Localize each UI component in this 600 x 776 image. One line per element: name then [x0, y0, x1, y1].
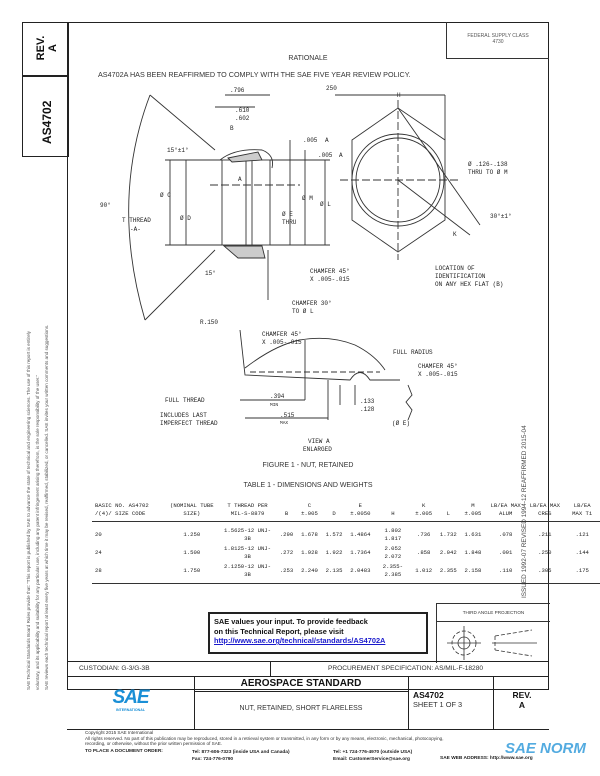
feedback-link[interactable]: http://www.sae.org/technical/standards/AS4702A	[214, 636, 386, 645]
dim-602: .602	[235, 115, 250, 122]
table-cell: 1.750	[165, 562, 218, 584]
dim-max: MAX	[280, 421, 289, 426]
intl-contacts	[333, 749, 412, 763]
table-cell: 2.355	[437, 562, 460, 584]
chamfer-4: CHAMFER 45°	[418, 363, 458, 370]
tolerance-2: .005	[318, 152, 333, 159]
column-header: L	[437, 502, 460, 522]
thread-ref: -A-	[130, 226, 141, 233]
dim-515: .515	[280, 412, 295, 419]
rights-text: recording, or otherwise, without the prior written permission of SAE.	[85, 741, 223, 747]
disclaimer-line: voluntary, and its applicability and suitability for any particular use, including any patent infringement arising therefrom, is the sole responsibility of the user."	[35, 374, 40, 690]
column-header: LB/EA MAX ALUM	[486, 502, 525, 522]
table-cell: .078	[498, 531, 513, 538]
table-cell: 1.5625-12 UNJ-3B	[224, 527, 272, 542]
hole-depth: THRU TO Ø M	[468, 169, 508, 176]
column-header: D	[323, 502, 346, 522]
location-label: IDENTIFICATION	[435, 273, 486, 280]
procurement-spec: PROCUREMENT SPECIFICATION: AS/MIL-F-18280	[327, 665, 484, 672]
table-cell: .250	[538, 549, 552, 556]
order-contacts	[192, 749, 290, 763]
column-header: H	[375, 502, 410, 522]
dim-e-thru: THRU	[282, 219, 297, 226]
angle-15: 15°±1°	[167, 147, 189, 154]
table-cell: .144	[575, 549, 589, 556]
dim-e: Ø E	[282, 211, 293, 218]
angle-15b: 15°	[205, 270, 216, 277]
view-a-enlarged: ENLARGED	[303, 446, 332, 453]
table-cell: 1.732	[439, 531, 457, 538]
table-cell: 1.7364	[350, 549, 371, 556]
table-cell: 2.158	[460, 562, 486, 584]
doc-number-cell	[408, 677, 494, 729]
dim-min: MIN	[270, 403, 279, 408]
table-cell: .211	[538, 531, 552, 538]
angle-90: 90°	[100, 202, 111, 209]
chamfer-4-size: X .005-.015	[418, 371, 458, 378]
chamfer-3: CHAMFER 45°	[262, 331, 302, 338]
table-cell: .253	[277, 562, 296, 584]
sheet-number: SHEET 1 OF 3	[413, 700, 463, 709]
table-cell: 24	[95, 549, 102, 556]
radius-label: R.150	[200, 319, 219, 326]
dim-796: .796	[230, 87, 245, 94]
chamfer-2-size: TO Ø L	[292, 308, 314, 315]
table-cell: 1.848	[464, 549, 482, 556]
tolerance-2-ref: A	[339, 152, 343, 159]
table-cell: .736	[416, 531, 431, 538]
table-cell: .305	[525, 562, 564, 584]
side-rev-value: A	[47, 44, 59, 52]
tolerance-1: .005	[303, 137, 318, 144]
table-cell: 1.928	[301, 549, 318, 556]
fsc-label: FEDERAL SUPPLY CLASS	[467, 33, 529, 39]
angle-arc	[129, 95, 150, 320]
angle-30: 30°±1°	[490, 213, 512, 220]
feedback-text: SAE values your input. To provide feedback	[214, 617, 368, 626]
table-cell: 2.042	[439, 549, 457, 556]
side-rev-label: REV.	[35, 35, 47, 61]
logo-text: SAE	[112, 687, 149, 708]
chamfer-3-size: X .005-.015	[262, 339, 302, 346]
includes-label: IMPERFECT THREAD	[160, 420, 218, 427]
fax: Fax: 724-776-0790	[192, 757, 234, 762]
column-header: LB/EA MAX CRES	[525, 502, 564, 522]
column-header: T THREAD PER MIL-S-8879	[218, 502, 277, 522]
table-cell: 1.631	[464, 531, 482, 538]
table-cell: 1.922	[325, 549, 343, 556]
column-header: B	[277, 502, 296, 522]
dim-610: .610	[235, 107, 250, 114]
view-a-label: VIEW A	[308, 438, 330, 445]
table-cell: 1.012	[410, 562, 436, 584]
dim-m: Ø M	[302, 195, 313, 202]
dim-l: Ø L	[320, 201, 331, 208]
dim-a: A	[238, 176, 242, 183]
full-thread: FULL THREAD	[165, 397, 205, 404]
projection-box	[436, 603, 550, 663]
location-label: LOCATION OF	[435, 265, 475, 272]
doc-number: AS4702	[413, 690, 444, 700]
sae-logo	[67, 677, 195, 729]
rights-text: All rights reserved. No part of this publication may be reproduced, stored in a retrieval system or transmitted, in any form or by any means, electronic, mechanical, photocopying,	[85, 735, 444, 741]
document-title: NUT, RETAINED, SHORT FLARELESS	[194, 692, 409, 729]
column-header: C ±.005	[296, 502, 322, 522]
table-cell: 2.135	[323, 562, 346, 584]
table-cell: 1.250	[183, 531, 201, 538]
projection-symbol	[437, 622, 547, 662]
watermark-logo: SAE NORM	[505, 740, 586, 757]
table-cell: 2.355-2.385	[375, 562, 410, 584]
table-cell: 2.052 2.072	[384, 545, 402, 560]
rationale-title: RATIONALE	[288, 55, 328, 62]
table-cell: .290	[279, 531, 294, 538]
dim-133: .133	[360, 398, 375, 405]
table-cell: .091	[498, 549, 513, 556]
dim-c: Ø C	[160, 192, 171, 199]
disclaimer-line: SAE reviews each technical report at least every five years at which time it may be revised, reaffirmed, stabilized, or cancelled. SAE invites your written comments and suggestions.	[44, 324, 49, 690]
chamfer-1: CHAMFER 45°	[310, 268, 350, 275]
side-doc-number: AS4702	[40, 100, 54, 144]
tolerance-1-ref: A	[325, 137, 329, 144]
order-label: TO PLACE A DOCUMENT ORDER:	[85, 749, 163, 754]
table-cell: .175	[564, 562, 600, 584]
dim-h: H	[397, 92, 401, 99]
column-header: K ±.005	[410, 502, 436, 522]
dim-d: Ø D	[180, 215, 191, 222]
fsc-number: 4730	[492, 39, 504, 45]
table-cell: 20	[95, 531, 102, 538]
table-caption: TABLE 1 - DIMENSIONS AND WEIGHTS	[243, 482, 373, 489]
table-cell: 1.4864	[350, 531, 371, 538]
table-cell: 1.8125-12 UNJ-3B	[224, 545, 272, 560]
tel-us: Tel: 877-606-7323 (inside USA and Canada)	[192, 750, 290, 755]
rationale-text: AS4702A HAS BEEN REAFFIRMED TO COMPLY WITH THE SAE FIVE YEAR REVIEW POLICY.	[98, 70, 411, 79]
table-cell: .121	[575, 531, 589, 538]
rev-value: A	[518, 700, 526, 710]
copyright: Copyright 2015 SAE International	[85, 730, 154, 735]
rev-label: REV.	[512, 690, 532, 700]
web-address[interactable]: SAE WEB ADDRESS: http://www.sae.org	[440, 756, 533, 761]
thread-label: T THREAD	[122, 217, 151, 224]
column-header: LB/EA MAX Ti	[564, 502, 600, 522]
column-header: E ±.0050	[345, 502, 375, 522]
issue-dates: ISSUED 1992-07 REVISED 1994-12 REAFFIRMED 2015-04	[521, 425, 528, 598]
column-header: BASIC NO. AS4702 /(4)/ SIZE CODE	[92, 502, 165, 522]
feedback-text: on this Technical Report, please visit	[214, 626, 344, 636]
dim-e-ref: (Ø E)	[392, 420, 411, 427]
footer	[85, 730, 555, 747]
email: Email: CustomerService@sae.org	[333, 757, 410, 762]
table-cell: 28	[92, 562, 165, 584]
column-header: (NOMINAL TUBE SIZE)	[165, 502, 218, 522]
dim-394: .394	[270, 393, 285, 400]
chamfer-1-size: X .005-.015	[310, 276, 350, 283]
disclaimer-line: SAE Technical Standards Board Rules provide that: "This report is published by SAE to advance the state of technical and engineering sciences. The use of this report is entirely	[26, 331, 31, 690]
column-header: M ±.005	[460, 502, 486, 522]
table-cell: 1.572	[325, 531, 343, 538]
table-cell: 1.500	[183, 549, 201, 556]
surface-finish: 250	[326, 85, 337, 92]
table-cell: 2.1250-12 UNJ-3B	[218, 562, 277, 584]
custodian-row	[67, 661, 549, 677]
table-cell: .110	[486, 562, 525, 584]
tel-intl: Tel: +1 724-776-4970 (outside USA)	[333, 750, 413, 755]
document-category: AEROSPACE STANDARD	[194, 677, 408, 692]
logo-sub: INTERNATIONAL	[115, 708, 146, 712]
figure-caption: FIGURE 1 - NUT, RETAINED	[262, 462, 354, 469]
projection-label: THIRD ANGLE PROJECTION	[437, 604, 550, 622]
location-label: ON ANY HEX FLAT (B)	[435, 281, 504, 288]
dim-b: B	[230, 125, 234, 132]
dim-128: .128	[360, 406, 375, 413]
table-cell: .858	[416, 549, 431, 556]
table-cell: .272	[279, 549, 294, 556]
full-radius: FULL RADIUS	[393, 349, 433, 356]
includes-label: INCLUDES LAST	[160, 412, 207, 419]
table-cell: 1.802 1.817	[384, 527, 402, 542]
hole-dim: Ø .126-.138	[468, 161, 508, 168]
custodian: CUSTODIAN: G-3/G-3B	[67, 662, 271, 677]
table-cell: 1.678	[301, 531, 318, 538]
title-block	[67, 676, 549, 730]
feedback-box	[208, 612, 428, 654]
table-cell: 2.240	[296, 562, 322, 584]
table-cell: 2.0483	[345, 562, 375, 584]
rev-cell	[495, 677, 549, 710]
chamfer-2: CHAMFER 30°	[292, 300, 332, 307]
dim-k: K	[453, 231, 457, 238]
